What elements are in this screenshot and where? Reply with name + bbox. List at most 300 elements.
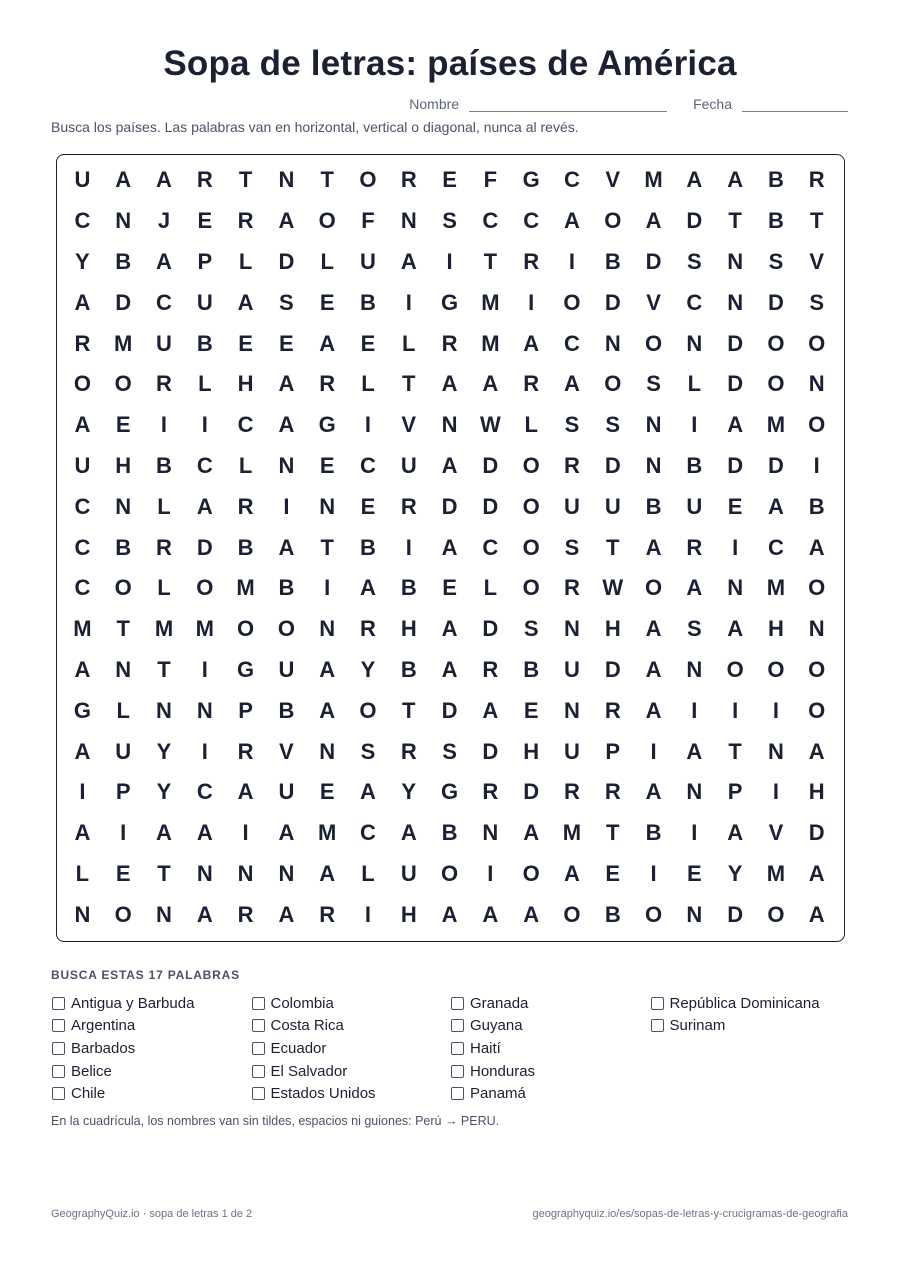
grid-letter[interactable]: O [114,575,132,601]
grid-letter[interactable]: H [604,616,621,642]
grid-letter[interactable]: O [808,697,826,723]
grid-letter[interactable]: O [522,534,540,560]
grid-letter[interactable]: D [768,452,784,478]
grid-letter[interactable]: U [564,656,580,682]
grid-letter[interactable]: M [766,575,786,601]
grid-letter[interactable]: D [727,452,744,478]
grid-letter[interactable]: A [278,534,295,560]
grid-letter[interactable]: O [808,330,826,356]
grid-letter[interactable]: U [360,248,376,274]
grid-letter[interactable]: M [236,575,255,601]
grid-letter[interactable]: E [360,493,376,519]
grid-letter[interactable]: Y [156,779,172,805]
grid-letter[interactable]: E [605,860,621,886]
checkbox-icon[interactable] [252,997,265,1010]
grid-letter[interactable]: I [528,289,535,315]
grid-letter[interactable]: A [441,616,458,642]
grid-letter[interactable]: N [686,656,703,682]
checkbox-icon[interactable] [52,1065,65,1078]
grid-letter[interactable]: T [157,860,171,886]
grid-letter[interactable]: B [196,330,213,356]
grid-letter[interactable]: H [523,738,540,764]
grid-letter[interactable]: N [237,860,254,886]
grid-letter[interactable]: U [604,493,621,519]
grid-letter[interactable]: T [402,697,416,723]
grid-letter[interactable]: E [319,779,335,805]
grid-letter[interactable]: C [196,452,213,478]
grid-letter[interactable]: A [645,534,662,560]
grid-letter[interactable]: U [115,738,132,764]
grid-letter[interactable]: O [359,167,377,193]
grid-letter[interactable]: N [319,616,336,642]
grid-letter[interactable]: A [74,738,91,764]
grid-letter[interactable]: T [320,167,334,193]
grid-letter[interactable]: I [242,820,249,846]
grid-letter[interactable]: A [808,534,825,560]
grid-letter[interactable]: A [74,656,91,682]
grid-letter[interactable]: I [650,860,657,886]
grid-letter[interactable]: N [727,575,744,601]
grid-letter[interactable]: V [279,738,294,764]
grid-letter[interactable]: T [728,208,742,234]
grid-letter[interactable]: O [277,616,295,642]
grid-letter[interactable]: U [74,167,91,193]
grid-letter[interactable]: E [279,330,294,356]
grid-letter[interactable]: I [201,738,208,764]
grid-letter[interactable]: O [767,371,785,397]
grid-letter[interactable]: M [644,167,663,193]
grid-letter[interactable]: M [481,330,500,356]
grid-letter[interactable]: B [360,534,376,560]
checkbox-icon[interactable] [651,1019,664,1032]
grid-letter[interactable]: N [278,860,295,886]
grid-letter[interactable]: E [442,167,457,193]
grid-letter[interactable]: O [767,901,785,927]
grid-letter[interactable]: D [523,779,540,805]
grid-letter[interactable]: S [809,289,825,315]
checkbox-icon[interactable] [451,997,464,1010]
grid-letter[interactable]: J [157,208,171,234]
grid-letter[interactable]: N [278,452,295,478]
grid-letter[interactable]: I [120,820,127,846]
grid-letter[interactable]: A [156,167,172,193]
grid-letter[interactable]: M [154,616,174,642]
grid-letter[interactable]: Y [156,738,172,764]
grid-letter[interactable]: S [442,208,457,234]
grid-letter[interactable]: D [441,697,458,723]
grid-letter[interactable]: A [564,208,580,234]
grid-letter[interactable]: O [522,860,540,886]
grid-letter[interactable]: G [237,656,255,682]
grid-letter[interactable]: R [523,371,540,397]
grid-letter[interactable]: E [115,412,131,438]
grid-letter[interactable]: O [237,616,255,642]
grid-letter[interactable]: R [156,534,172,560]
grid-letter[interactable]: T [238,167,253,193]
grid-letter[interactable]: A [278,208,295,234]
grid-letter[interactable]: I [405,289,412,315]
grid-letter[interactable]: V [646,289,661,315]
grid-letter[interactable]: A [278,901,295,927]
grid-letter[interactable]: D [727,901,744,927]
grid-letter[interactable]: N [278,167,295,193]
grid-letter[interactable]: S [523,616,539,642]
grid-letter[interactable]: O [522,493,540,519]
grid-letter[interactable]: B [115,248,132,274]
grid-letter[interactable]: S [442,738,457,764]
grid-letter[interactable]: I [201,412,208,438]
grid-letter[interactable]: L [524,412,538,438]
grid-letter[interactable]: O [808,656,826,682]
grid-letter[interactable]: B [768,167,784,193]
grid-letter[interactable]: N [196,860,213,886]
grid-letter[interactable]: M [318,820,337,846]
grid-letter[interactable]: I [568,248,576,274]
grid-letter[interactable]: I [364,901,372,927]
grid-letter[interactable]: D [604,289,621,315]
grid-letter[interactable]: A [564,371,580,397]
grid-letter[interactable]: U [156,330,172,356]
grid-letter[interactable]: F [483,167,498,193]
grid-letter[interactable]: T [606,534,620,560]
grid-letter[interactable]: D [604,656,621,682]
grid-letter[interactable]: R [482,656,499,682]
grid-letter[interactable]: N [604,330,621,356]
grid-letter[interactable]: H [400,901,417,927]
grid-letter[interactable]: L [238,452,253,478]
grid-letter[interactable]: N [74,901,91,927]
grid-letter[interactable]: A [441,452,458,478]
grid-letter[interactable]: O [73,371,91,397]
grid-letter[interactable]: E [319,452,335,478]
grid-letter[interactable]: U [686,493,703,519]
grid-letter[interactable]: A [156,820,172,846]
grid-letter[interactable]: A [156,248,172,274]
grid-letter[interactable]: P [727,779,743,805]
grid-letter[interactable]: A [645,697,662,723]
grid-letter[interactable]: N [482,820,499,846]
grid-letter[interactable]: L [483,575,498,601]
grid-letter[interactable]: D [645,248,662,274]
checkbox-icon[interactable] [52,997,65,1010]
grid-letter[interactable]: W [479,412,501,438]
grid-letter[interactable]: D [482,738,499,764]
checkbox-icon[interactable] [451,1087,464,1100]
grid-letter[interactable]: H [808,779,825,805]
grid-letter[interactable]: N [564,697,580,723]
grid-letter[interactable]: C [523,208,540,234]
grid-letter[interactable]: B [768,208,784,234]
grid-letter[interactable]: I [732,534,739,560]
grid-letter[interactable]: T [157,656,171,682]
grid-letter[interactable]: L [157,493,171,519]
grid-letter[interactable]: B [156,452,172,478]
grid-letter[interactable]: S [279,289,294,315]
grid-letter[interactable]: D [727,330,744,356]
grid-letter[interactable]: A [808,738,825,764]
grid-letter[interactable]: A [196,493,213,519]
grid-letter[interactable]: A [686,575,703,601]
grid-letter[interactable]: B [686,452,703,478]
grid-letter[interactable]: B [278,697,295,723]
grid-letter[interactable]: L [402,330,416,356]
grid-letter[interactable]: L [116,697,130,723]
grid-letter[interactable]: A [523,820,540,846]
grid-letter[interactable]: R [319,901,336,927]
grid-letter[interactable]: N [115,208,132,234]
grid-letter[interactable]: F [361,208,375,234]
grid-letter[interactable]: E [727,493,743,519]
grid-letter[interactable]: A [441,534,458,560]
grid-letter[interactable]: C [360,820,376,846]
grid-letter[interactable]: O [114,901,132,927]
checkbox-icon[interactable] [651,997,664,1010]
grid-letter[interactable]: N [686,330,703,356]
grid-letter[interactable]: L [361,860,375,886]
grid-letter[interactable]: I [813,452,820,478]
grid-letter[interactable]: N [115,493,132,519]
grid-letter[interactable]: C [564,330,580,356]
grid-letter[interactable]: I [364,412,372,438]
grid-letter[interactable]: T [483,248,498,274]
grid-letter[interactable]: B [808,493,825,519]
grid-letter[interactable]: R [808,167,825,193]
grid-letter[interactable]: B [115,534,132,560]
grid-letter[interactable]: N [564,616,580,642]
grid-letter[interactable]: P [605,738,621,764]
grid-letter[interactable]: S [687,248,702,274]
grid-letter[interactable]: O [522,452,540,478]
grid-letter[interactable]: N [645,412,662,438]
grid-letter[interactable]: B [645,493,662,519]
grid-letter[interactable]: M [481,289,500,315]
grid-letter[interactable]: N [115,656,132,682]
name-field-line[interactable] [469,96,667,112]
grid-letter[interactable]: C [768,534,784,560]
grid-letter[interactable]: A [645,656,662,682]
checkbox-icon[interactable] [252,1019,265,1032]
checkbox-icon[interactable] [52,1087,65,1100]
grid-letter[interactable]: I [283,493,290,519]
grid-letter[interactable]: R [319,371,336,397]
grid-letter[interactable]: A [482,901,499,927]
grid-letter[interactable]: A [237,779,254,805]
grid-letter[interactable]: N [441,412,458,438]
grid-letter[interactable]: R [604,697,621,723]
grid-letter[interactable]: A [686,738,703,764]
grid-letter[interactable]: M [73,616,92,642]
grid-letter[interactable]: D [727,371,744,397]
grid-letter[interactable]: E [360,330,376,356]
grid-letter[interactable]: A [360,575,376,601]
grid-letter[interactable]: I [772,779,779,805]
grid-letter[interactable]: P [197,248,213,274]
grid-letter[interactable]: O [808,412,826,438]
grid-letter[interactable]: R [400,493,417,519]
grid-letter[interactable]: E [197,208,213,234]
grid-letter[interactable]: A [319,697,336,723]
grid-letter[interactable]: M [766,860,786,886]
grid-letter[interactable]: N [686,779,703,805]
grid-letter[interactable]: D [482,616,499,642]
grid-letter[interactable]: I [691,697,698,723]
grid-letter[interactable]: S [605,412,621,438]
grid-letter[interactable]: O [114,371,132,397]
grid-letter[interactable]: A [441,901,458,927]
grid-letter[interactable]: D [482,493,499,519]
grid-letter[interactable]: T [402,371,416,397]
grid-letter[interactable]: N [686,901,703,927]
grid-letter[interactable]: L [687,371,702,397]
grid-letter[interactable]: I [201,656,208,682]
grid-letter[interactable]: S [564,412,580,438]
grid-letter[interactable]: D [115,289,132,315]
grid-letter[interactable]: O [808,575,826,601]
grid-letter[interactable]: E [319,289,335,315]
grid-letter[interactable]: D [808,820,825,846]
grid-letter[interactable]: P [238,697,253,723]
checkbox-icon[interactable] [252,1065,265,1078]
grid-letter[interactable]: T [810,208,824,234]
grid-letter[interactable]: O [441,860,459,886]
grid-letter[interactable]: G [441,779,459,805]
grid-letter[interactable]: B [523,656,540,682]
grid-letter[interactable]: B [400,575,417,601]
checkbox-icon[interactable] [252,1087,265,1100]
grid-letter[interactable]: C [237,412,254,438]
grid-letter[interactable]: U [400,860,417,886]
grid-letter[interactable]: E [238,330,253,356]
grid-letter[interactable]: A [441,656,458,682]
grid-letter[interactable]: I [772,697,779,723]
grid-letter[interactable]: C [196,779,213,805]
grid-letter[interactable]: S [646,371,661,397]
grid-letter[interactable]: N [727,289,744,315]
grid-letter[interactable]: A [278,412,295,438]
grid-letter[interactable]: A [441,371,458,397]
grid-letter[interactable]: A [237,289,254,315]
grid-letter[interactable]: V [605,167,621,193]
grid-letter[interactable]: B [400,656,417,682]
grid-letter[interactable]: E [523,697,539,723]
checkbox-icon[interactable] [451,1019,464,1032]
grid-letter[interactable]: A [74,289,91,315]
grid-letter[interactable]: A [482,371,499,397]
grid-letter[interactable]: A [645,779,662,805]
grid-letter[interactable]: G [522,167,540,193]
grid-letter[interactable]: R [237,208,254,234]
grid-letter[interactable]: O [726,656,744,682]
grid-letter[interactable]: R [604,779,621,805]
grid-letter[interactable]: R [686,534,703,560]
grid-letter[interactable]: C [156,289,172,315]
grid-letter[interactable]: G [73,697,91,723]
grid-letter[interactable]: O [767,330,785,356]
grid-letter[interactable]: D [441,493,458,519]
grid-letter[interactable]: B [604,248,621,274]
grid-letter[interactable]: V [809,248,825,274]
grid-letter[interactable]: I [405,534,412,560]
grid-letter[interactable]: C [74,493,91,519]
grid-letter[interactable]: A [74,820,91,846]
grid-letter[interactable]: A [523,901,540,927]
grid-letter[interactable]: B [278,575,295,601]
grid-letter[interactable]: B [645,820,662,846]
checkbox-icon[interactable] [451,1065,464,1078]
grid-letter[interactable]: E [115,860,131,886]
grid-letter[interactable]: A [727,820,744,846]
grid-letter[interactable]: L [238,248,253,274]
grid-letter[interactable]: O [359,697,377,723]
grid-letter[interactable]: O [767,656,785,682]
grid-letter[interactable]: U [74,452,91,478]
checkbox-icon[interactable] [52,1019,65,1032]
grid-letter[interactable]: S [768,248,784,274]
grid-letter[interactable]: N [319,738,336,764]
grid-letter[interactable]: O [644,901,663,927]
grid-letter[interactable]: O [604,371,622,397]
grid-letter[interactable]: A [564,860,580,886]
grid-letter[interactable]: T [320,534,334,560]
grid-letter[interactable]: N [808,616,825,642]
grid-letter[interactable]: H [400,616,417,642]
grid-letter[interactable]: R [482,779,499,805]
grid-letter[interactable]: A [645,208,662,234]
grid-letter[interactable]: V [401,412,417,438]
grid-letter[interactable]: A [686,167,703,193]
grid-letter[interactable]: M [195,616,214,642]
grid-letter[interactable]: B [237,534,254,560]
grid-letter[interactable]: I [691,820,698,846]
grid-letter[interactable]: B [360,289,376,315]
grid-letter[interactable]: R [523,248,540,274]
grid-letter[interactable]: A [319,330,336,356]
grid-letter[interactable]: R [360,616,376,642]
grid-letter[interactable]: S [687,616,702,642]
grid-letter[interactable]: C [482,534,499,560]
grid-letter[interactable]: R [400,738,417,764]
grid-letter[interactable]: D [196,534,213,560]
grid-letter[interactable]: R [156,371,172,397]
grid-letter[interactable]: E [687,860,702,886]
grid-letter[interactable]: N [768,738,784,764]
grid-letter[interactable]: A [482,697,499,723]
grid-letter[interactable]: L [75,860,90,886]
grid-letter[interactable]: C [360,452,376,478]
grid-letter[interactable]: G [441,289,459,315]
grid-letter[interactable]: C [74,575,91,601]
grid-letter[interactable]: D [604,452,621,478]
checkbox-icon[interactable] [252,1042,265,1055]
grid-letter[interactable]: R [196,167,213,193]
grid-letter[interactable]: O [604,208,622,234]
grid-letter[interactable]: A [523,330,540,356]
grid-letter[interactable]: H [768,616,784,642]
grid-letter[interactable]: V [768,820,784,846]
grid-letter[interactable]: M [114,330,133,356]
grid-letter[interactable]: O [522,575,540,601]
grid-letter[interactable]: S [360,738,376,764]
grid-letter[interactable]: U [278,656,295,682]
grid-letter[interactable]: C [564,167,580,193]
grid-letter[interactable]: S [564,534,580,560]
grid-letter[interactable]: B [441,820,458,846]
grid-letter[interactable]: I [446,248,453,274]
grid-letter[interactable]: C [686,289,703,315]
grid-letter[interactable]: Y [727,860,743,886]
grid-letter[interactable]: U [564,738,580,764]
grid-letter[interactable]: A [400,820,417,846]
